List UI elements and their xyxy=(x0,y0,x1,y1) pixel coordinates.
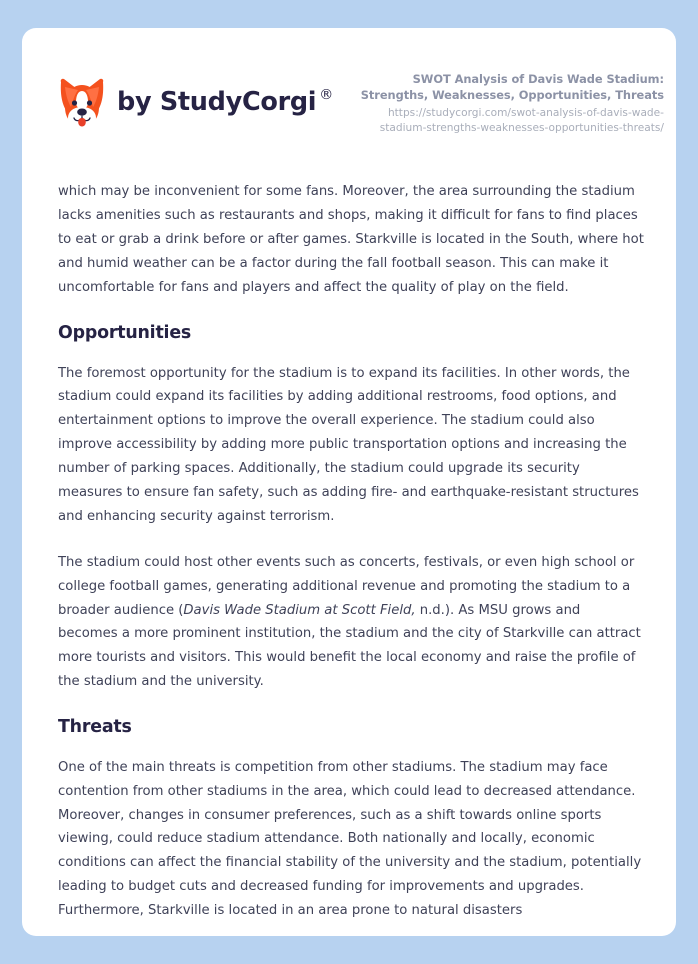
document-page-card xyxy=(22,28,676,936)
document-title: SWOT Analysis of Davis Wade Stadium: Strengths, Weaknesses, Opportunities, Threats xyxy=(360,72,664,103)
document-body xyxy=(22,180,676,923)
registered-trademark-icon: ® xyxy=(319,87,334,104)
corgi-face-icon xyxy=(58,77,106,129)
section-heading-opportunities: Opportunities xyxy=(58,322,192,343)
section-heading-threats: Threats xyxy=(58,717,132,738)
intro-paragraph: which may be inconvenient for some fans. Moreover, the area surrounding the stadium lacks amenities such as restaurants and shops, making it difficult for fans to find places to eat or grab a drink before or after games. Starkville is located in the South, where hot and humid weather can be a factor during the fall football season. This can make it uncomfortable for fans and players and affect the quality of play on the field. xyxy=(58,184,644,295)
brand-wordmark xyxy=(117,87,334,118)
document-header xyxy=(22,28,676,136)
citation-source-title: Davis Wade Stadium at Scott Field, xyxy=(183,602,416,618)
opportunities-paragraph-2-text-before: The stadium could host other events such as concerts, festivals, or even high school or college football games, generating additional revenue and promoting the stadium to a broader audience ( xyxy=(58,554,635,618)
document-meta xyxy=(346,69,664,136)
document-source-url: https://studycorgi.com/swot-analysis-of-davis-wade-stadium-strengths-weaknesses-opportunities-threats/ xyxy=(379,107,664,135)
threats-paragraph-1: One of the main threats is competition from other stadiums. The stadium may face contention from other stadiums in the area, which could lead to decreased attendance. Moreover, changes in consumer preferences, such as a shift towards online sports viewing, could reduce stadium attendance. Both nationally and locally, economic conditions can affect the financial stability of the university and the stadium, potentially leading to budget cuts and decreased funding for improvements and upgrades. Furthermore, Starkville is located in an area prone to natural disasters xyxy=(58,759,642,919)
opportunities-paragraph-2-text-after: n.d.). As MSU grows and becomes a more prominent institution, the stadium and the city of Starkville can attract more tourists and visitors. This would benefit the local economy and raise the profile of the stadium and the university. xyxy=(58,602,641,690)
opportunities-paragraph-2 xyxy=(58,551,644,694)
opportunities-paragraph-1: The foremost opportunity for the stadium is to expand its facilities. In other words, the stadium could expand its facilities by adding additional restrooms, food options, and entertainment options to improve the overall experience. The stadium could also improve accessibility by adding more public transportation options and increasing the number of parking spaces. Additionally, the stadium could upgrade its security measures to ensure fan safety, such as adding fire- and earthquake-resistant structures and enhancing security against terrorism. xyxy=(58,365,639,524)
studycorgi-brand[interactable] xyxy=(58,69,333,129)
brand-name: by StudyCorgi xyxy=(117,87,317,118)
